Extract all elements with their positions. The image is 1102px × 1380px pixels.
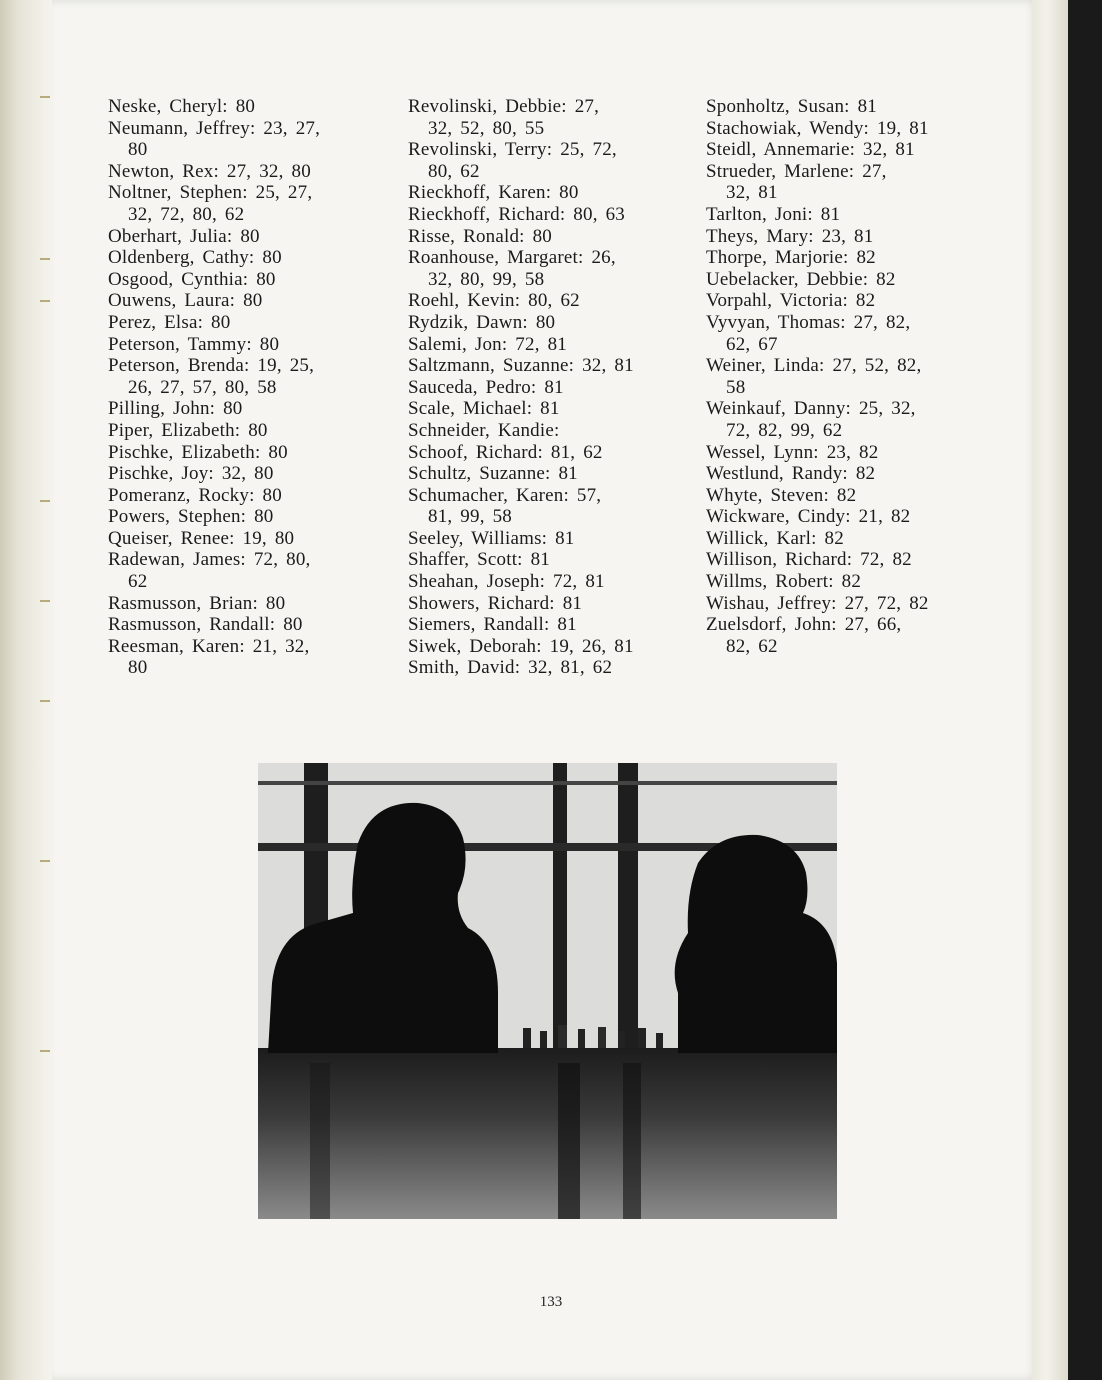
index-entry: Wickware, Cindy: 21, 82 — [706, 506, 911, 528]
index-entry: Strueder, Marlene: 27, — [706, 160, 887, 182]
index-entry: Willison, Richard: 72, 82 — [706, 549, 912, 571]
index-entry: Noltner, Stephen: 25, 27, — [108, 182, 313, 204]
index-entry: Peterson, Brenda: 19, 25, — [108, 355, 315, 377]
index-entry-continuation: 80 — [128, 139, 148, 161]
index-entry: Thorpe, Marjorie: 82 — [706, 247, 876, 269]
index-entry: Roehl, Kevin: 80, 62 — [408, 290, 580, 312]
index-entry: Schultz, Suzanne: 81 — [408, 463, 578, 485]
index-entry: Perez, Elsa: 80 — [108, 311, 231, 333]
index-entry: Sheahan, Joseph: 72, 81 — [408, 571, 605, 593]
page-number: 133 — [539, 1294, 563, 1310]
index-entry: Whyte, Steven: 82 — [706, 484, 857, 506]
index-entry: Neske, Cheryl: 80 — [108, 96, 256, 117]
index-entry: Vorpahl, Victoria: 82 — [706, 290, 876, 312]
binding-stitch — [40, 700, 50, 702]
index-columns — [0, 96, 1102, 696]
index-entry: Peterson, Tammy: 80 — [108, 333, 280, 355]
index-entry: Salemi, Jon: 72, 81 — [408, 333, 567, 355]
binding-stitch — [40, 1050, 50, 1052]
index-entry-continuation: 82, 62 — [726, 635, 778, 657]
index-entry: Siemers, Randall: 81 — [408, 614, 577, 636]
index-entry-continuation: 81, 99, 58 — [428, 506, 512, 528]
index-entry: Stachowiak, Wendy: 19, 81 — [706, 117, 929, 139]
index-entry: Willms, Robert: 82 — [706, 571, 862, 593]
index-entry: Radewan, James: 72, 80, — [108, 549, 311, 571]
index-entry: Theys, Mary: 23, 81 — [706, 225, 874, 247]
index-entry: Schoof, Richard: 81, 62 — [408, 441, 603, 463]
chess-players-photo — [258, 763, 837, 1219]
index-entry: Smith, David: 32, 81, 62 — [408, 657, 613, 679]
index-entry: Sponholtz, Susan: 81 — [706, 96, 877, 117]
index-column-3 — [706, 96, 996, 657]
index-entry: Reesman, Karen: 21, 32, — [108, 635, 310, 657]
index-entry: Queiser, Renee: 19, 80 — [108, 527, 295, 549]
index-entry: Zuelsdorf, John: 27, 66, — [706, 614, 902, 636]
index-entry: Pomeranz, Rocky: 80 — [108, 484, 282, 506]
index-entry-continuation: 80, 62 — [428, 160, 480, 182]
index-entry: Wessel, Lynn: 23, 82 — [706, 441, 879, 463]
index-entry: Scale, Michael: 81 — [408, 398, 560, 420]
index-entry: Willick, Karl: 82 — [706, 527, 844, 549]
index-entry: Weiner, Linda: 27, 52, 82, — [706, 355, 922, 377]
index-entry: Piper, Elizabeth: 80 — [108, 419, 268, 441]
index-entry-continuation: 72, 82, 99, 62 — [726, 419, 843, 441]
index-entry-continuation: 58 — [726, 376, 746, 398]
index-column-1 — [108, 96, 398, 679]
index-entry: Sauceda, Pedro: 81 — [408, 376, 564, 398]
index-entry: Siwek, Deborah: 19, 26, 81 — [408, 635, 634, 657]
index-entry: Rasmusson, Brian: 80 — [108, 592, 286, 614]
index-column-2 — [408, 96, 698, 679]
index-entry: Oldenberg, Cathy: 80 — [108, 247, 282, 269]
index-entry-continuation: 32, 80, 99, 58 — [428, 268, 545, 290]
index-entry: Pischke, Joy: 32, 80 — [108, 463, 274, 485]
index-entry: Pilling, John: 80 — [108, 398, 243, 420]
index-entry: Tarlton, Joni: 81 — [706, 203, 841, 225]
index-entry: Newton, Rex: 27, 32, 80 — [108, 160, 311, 182]
index-entry: Neumann, Jeffrey: 23, 27, — [108, 117, 321, 139]
index-entry: Revolinski, Debbie: 27, — [408, 96, 600, 117]
index-entry: Schumacher, Karen: 57, — [408, 484, 602, 506]
index-entry: Shaffer, Scott: 81 — [408, 549, 550, 571]
index-entry-continuation: 26, 27, 57, 80, 58 — [128, 376, 277, 398]
index-entry: Rieckhoff, Karen: 80 — [408, 182, 579, 204]
index-entry: Wishau, Jeffrey: 27, 72, 82 — [706, 592, 929, 614]
index-entry-continuation: 62, 67 — [726, 333, 778, 355]
index-entry-continuation: 62 — [128, 571, 148, 593]
index-entry-continuation: 80 — [128, 657, 148, 679]
binding-stitch — [40, 860, 50, 862]
index-entry: Powers, Stephen: 80 — [108, 506, 274, 528]
index-entry: Roanhouse, Margaret: 26, — [408, 247, 616, 269]
index-entry: Saltzmann, Suzanne: 32, 81 — [408, 355, 634, 377]
index-entry: Rydzik, Dawn: 80 — [408, 311, 556, 333]
index-entry-continuation: 32, 52, 80, 55 — [428, 117, 545, 139]
index-entry: Showers, Richard: 81 — [408, 592, 583, 614]
index-entry: Westlund, Randy: 82 — [706, 463, 876, 485]
index-entry: Ouwens, Laura: 80 — [108, 290, 263, 312]
index-entry: Pischke, Elizabeth: 80 — [108, 441, 288, 463]
index-entry: Seeley, Williams: 81 — [408, 527, 575, 549]
index-entry-continuation: 32, 72, 80, 62 — [128, 203, 245, 225]
index-entry: Risse, Ronald: 80 — [408, 225, 552, 247]
index-entry: Schneider, Kandie: — [408, 419, 560, 441]
index-entry: Vyvyan, Thomas: 27, 82, — [706, 311, 911, 333]
index-entry: Steidl, Annemarie: 32, 81 — [706, 139, 915, 161]
index-entry: Rasmusson, Randall: 80 — [108, 614, 303, 636]
chess-silhouette-image — [258, 763, 837, 1219]
index-entry: Osgood, Cynthia: 80 — [108, 268, 276, 290]
index-entry: Weinkauf, Danny: 25, 32, — [706, 398, 916, 420]
index-entry: Rieckhoff, Richard: 80, 63 — [408, 203, 626, 225]
index-entry: Uebelacker, Debbie: 82 — [706, 268, 896, 290]
index-entry: Revolinski, Terry: 25, 72, — [408, 139, 617, 161]
index-entry: Oberhart, Julia: 80 — [108, 225, 260, 247]
index-entry-continuation: 32, 81 — [726, 182, 778, 204]
